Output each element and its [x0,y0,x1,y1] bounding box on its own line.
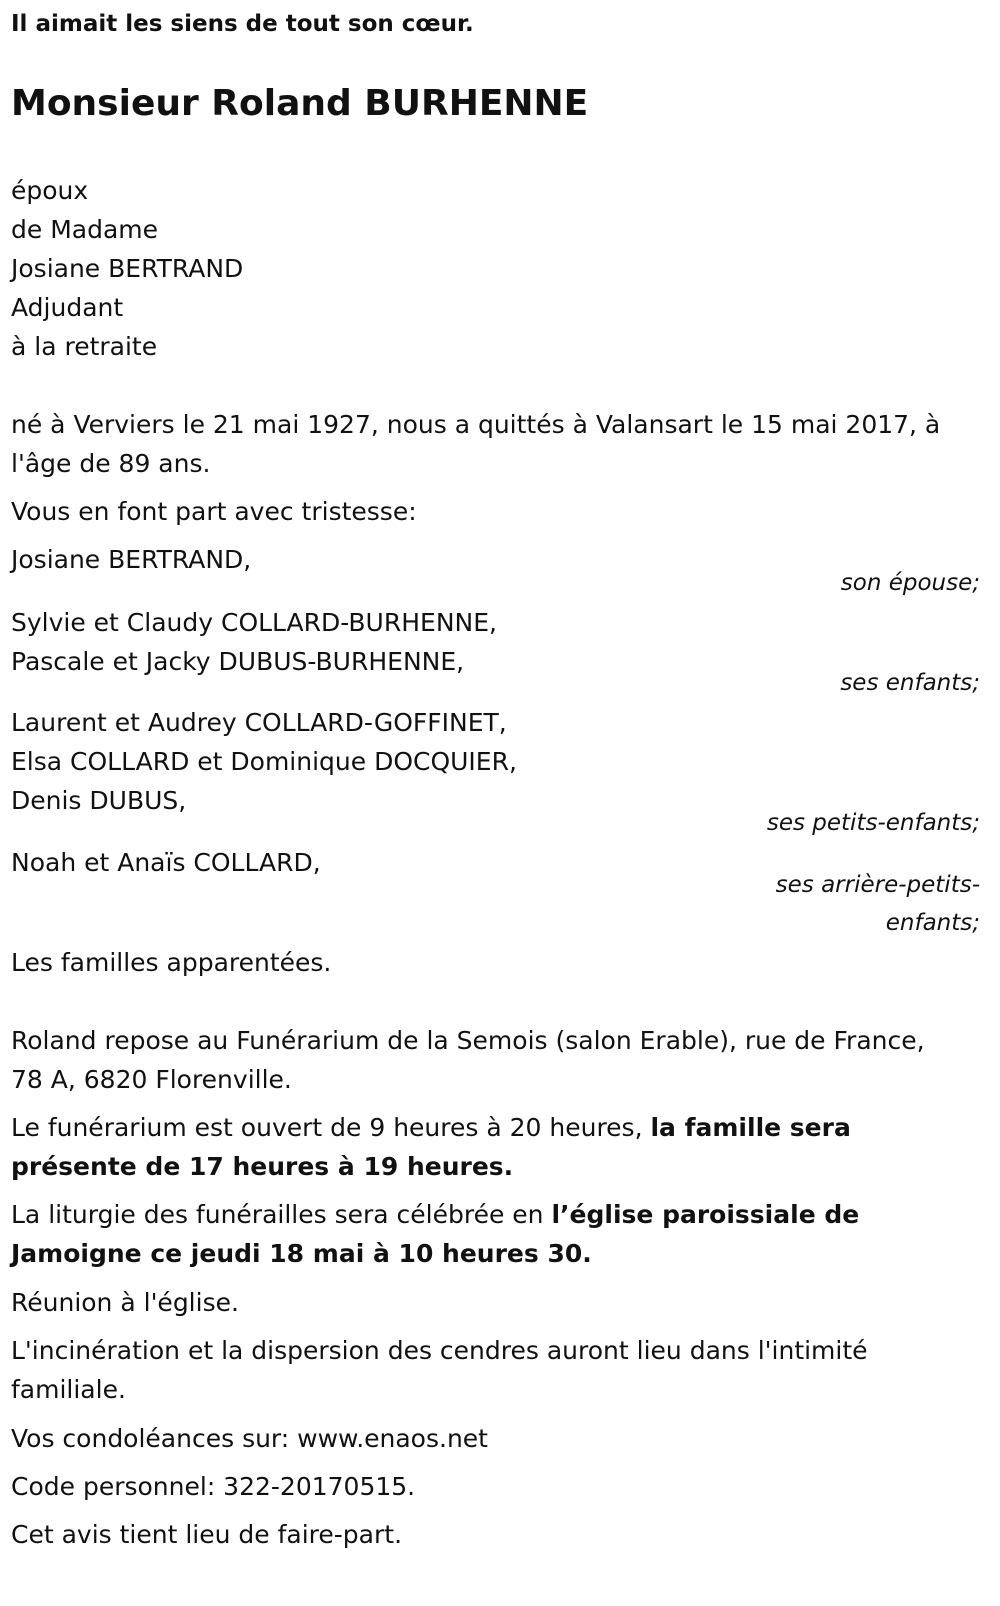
child-1: Sylvie et Claudy COLLARD-BURHENNE, [11,608,497,637]
rest-line-2: 78 A, 6820 Florenville. [11,1065,292,1094]
great-grandchildren-role-2: enfants; [885,910,980,936]
great-grandchildren-role-1: ses arrière-petits- [775,872,980,898]
grandchild-2: Elsa COLLARD et Dominique DOCQUIER, [11,747,517,776]
liturgy-text: La liturgie des funérailles sera célébrée en [11,1200,552,1229]
great-grandchildren: Noah et Anaïs COLLARD, [11,848,321,877]
grandchild-1: Laurent et Audrey COLLARD-GOFFINET, [11,708,507,737]
related-families: Les familles apparentées. [11,948,332,977]
meeting-line: Réunion à l'église. [11,1288,239,1317]
condolences-line: Vos condoléances sur: www.enaos.net [11,1424,488,1453]
spouse-line-3: Josiane BERTRAND [11,254,244,283]
birth-line-2: l'âge de 89 ans. [11,449,211,478]
children-role: ses enfants; [840,670,980,696]
liturgy-place-2: Jamoigne ce jeudi 18 mai à 10 heures 30. [11,1239,592,1268]
child-2: Pascale et Jacky DUBUS-BURHENNE, [11,647,465,676]
spouse-line-2: de Madame [11,215,159,244]
birth-line-1: né à Verviers le 21 mai 1927, nous a quittés à Valansart le 15 mai 2017, à [11,410,941,439]
personal-code: Code personnel: 322-20170515. [11,1472,416,1501]
grandchild-3: Denis DUBUS, [11,786,187,815]
family-presence-text-1: la famille sera [650,1113,851,1142]
grandchildren-role: ses petits-enfants; [766,810,980,836]
hours-text: Le funérarium est ouvert de 9 heures à 20 heures, [11,1113,651,1142]
spouse-name: Josiane BERTRAND, [11,545,252,574]
liturgy-line-1 [11,1202,859,1227]
closing-line: Cet avis tient lieu de faire-part. [11,1520,403,1549]
cremation-line-2: familiale. [11,1375,126,1404]
hours-line-1 [11,1115,851,1140]
heading: Il aimait les siens de tout son cœur. [11,11,474,37]
spouse-role: son épouse; [840,570,980,596]
spouse-line-5: à la retraite [11,332,158,361]
spouse-line-1: époux [11,176,89,205]
liturgy-place-1: l’église paroissiale de [551,1200,860,1229]
rest-line-1: Roland repose au Funérarium de la Semois (salon Erable), rue de France, [11,1026,925,1055]
cremation-line-1: L'incinération et la dispersion des cendres auront lieu dans l'intimité [11,1336,868,1365]
family-presence-text-2: présente de 17 heures à 19 heures. [11,1152,514,1181]
intro-line: Vous en font part avec tristesse: [11,497,417,526]
spouse-line-4: Adjudant [11,293,124,322]
deceased-name: Monsieur Roland BURHENNE [11,83,589,124]
